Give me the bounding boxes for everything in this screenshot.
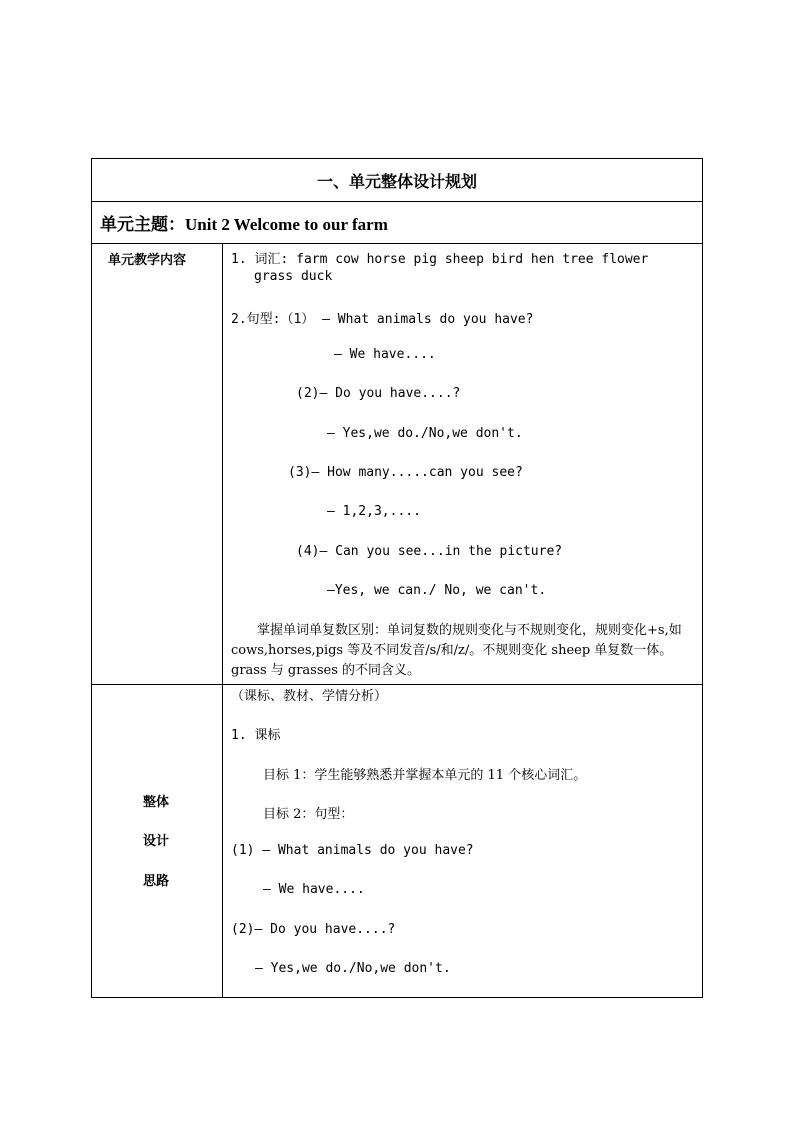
design-label-line-1: 整体 (143, 795, 170, 810)
goal-1: 目标 1：学生能够熟悉并掌握本单元的 11 个核心词汇。 (263, 768, 587, 783)
goal-sentence-2-answer: — Yes,we do./No,we don't. (255, 961, 451, 976)
sentence-2-question: (2)— Do you have....? (296, 386, 461, 401)
design-idea-label-cell (92, 685, 223, 997)
sentence-4-question: (4)— Can you see...in the picture? (296, 544, 563, 559)
table-title: 一、单元整体设计规划 (92, 159, 702, 202)
planning-table (91, 158, 703, 998)
plural-note: 掌握单词单复数区别：单词复数的规则变化与不规则变化，规则变化+s,如 cows,horses,pigs 等及不同发音/s/和/z/。不规则变化 sheep 单复数一体。grass 与 grasses 的不同含义。 (231, 623, 682, 678)
teaching-content-label-cell (92, 244, 223, 684)
sentence-3-question: (3)— How many.....can you see? (288, 465, 523, 480)
goal-sentence-1-answer: — We have.... (263, 882, 365, 897)
vocab-line-1: 1. 词汇: farm cow horse pig sheep bird hen tree flower (231, 252, 649, 267)
sentence-1-answer: — We have.... (334, 347, 436, 362)
goal-sentence-1-question: (1) — What animals do you have? (231, 843, 474, 858)
sentence-4-answer: —Yes, we can./ No, we can't. (327, 583, 547, 598)
curriculum-standard: 1. 课标 (231, 728, 281, 743)
analysis-note: （课标、教材、学情分析） (231, 689, 388, 704)
goal-2: 目标 2：句型： (263, 807, 354, 822)
goal-sentence-2-question: (2)— Do you have....? (231, 922, 396, 937)
sentence-1-question: 2.句型:（1） — What animals do you have? (231, 312, 534, 327)
design-label-line-2: 设计 (143, 834, 170, 849)
design-idea-row (92, 685, 702, 997)
sentence-2-answer: — Yes,we do./No,we don't. (327, 426, 523, 441)
design-label-line-3: 思路 (143, 874, 170, 889)
sentence-3-answer: — 1,2,3,.... (327, 504, 421, 519)
teaching-content-label: 单元教学内容 (108, 253, 187, 268)
unit-theme: 单元主题：Unit 2 Welcome to our farm (92, 202, 702, 244)
vocab-line-2: grass duck (254, 269, 333, 284)
teaching-content-cell (223, 244, 702, 684)
teaching-content-row (92, 244, 702, 685)
design-idea-cell (223, 685, 702, 997)
